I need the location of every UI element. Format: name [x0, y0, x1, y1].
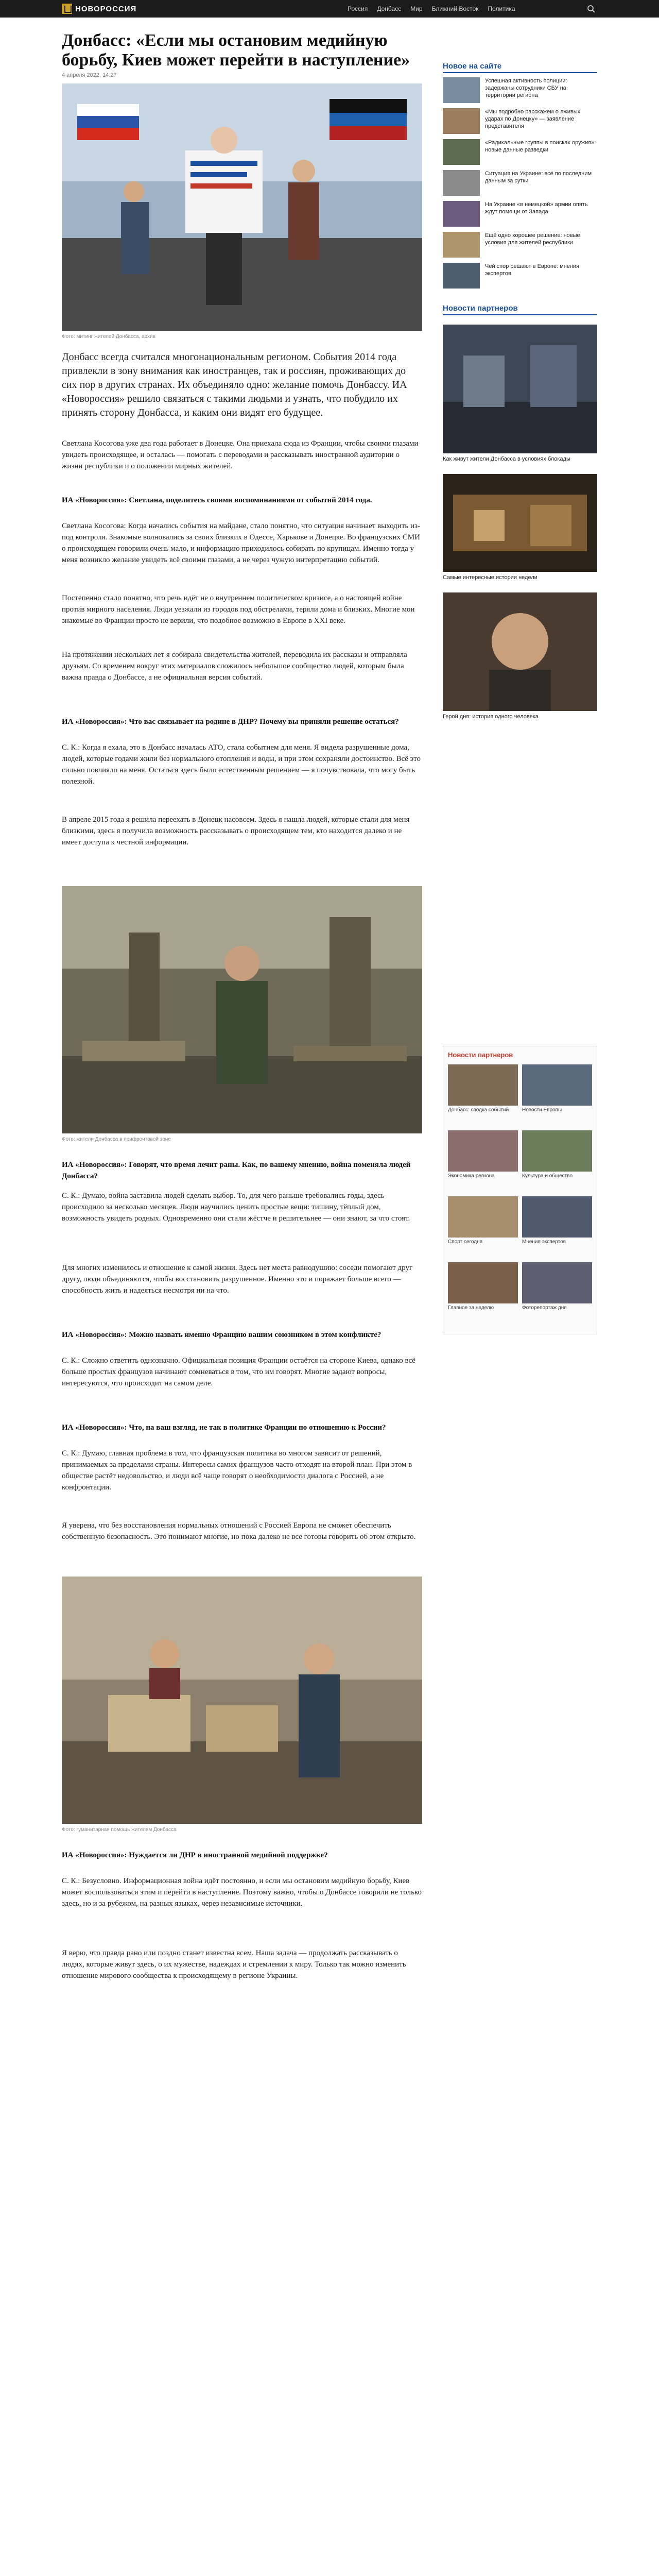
- partner-image: [448, 1130, 518, 1172]
- question-4: ИА «Новороссия»: Можно назвать именно Францию вашим союзником в этом конфликте?: [62, 1331, 381, 1339]
- article-photo-1: [62, 83, 422, 331]
- news-thumb: [443, 201, 480, 227]
- sidebar-news-item[interactable]: [443, 77, 597, 106]
- answer-2b: В апреле 2015 года я решила переехать в Донецк насовсем. Здесь я нашла людей, которые стали для меня близкими, здесь я получила возможность рассказывать о происходящем тем, кто находится далеко и не имеет доступа к честной информации.: [62, 816, 410, 846]
- sidebar-banner-2-caption[interactable]: Самые интересные истории недели: [443, 574, 537, 581]
- top-bar: [0, 0, 659, 18]
- answer-6b: Я верю, что правда рано или поздно станет известна всем. Наша задача — продолжать рассказывать о людях, которые живут здесь, о их мужестве, надеждах и стремлении к миру. Только так можно изменить отношение мирового сообщества к происходящему в регионе Украины.: [62, 1949, 406, 1980]
- news-thumb: [443, 170, 480, 196]
- partner-image: [448, 1196, 518, 1238]
- partner-card[interactable]: [522, 1262, 592, 1324]
- answer-1: Светлана Косогова: Когда начались события на майдане, стало понятно, что ситуация начинает выходить из-под контроля. Знакомые волновались за своих близких в Одессе, Харькове и Донецке. Во французских СМИ о происходящем говорили очень мало, и информацию приходилось собирать по крупицам. Именно тогда у меня возникло желание увидеть всё своими глазами, а не через чужую интерпретацию событий.: [62, 522, 420, 564]
- partner-card[interactable]: [522, 1064, 592, 1126]
- sidebar-banner-2[interactable]: [443, 474, 597, 572]
- sidebar-news-item[interactable]: [443, 139, 597, 168]
- news-thumb: [443, 263, 480, 289]
- partner-image: [522, 1262, 592, 1303]
- article-meta: 4 апреля 2022, 14:27: [62, 72, 117, 78]
- sidebar-news-item[interactable]: [443, 263, 597, 292]
- partner-card[interactable]: [522, 1196, 592, 1258]
- sidebar-news-item[interactable]: [443, 201, 597, 230]
- sidebar-partners-divider: [443, 314, 597, 315]
- sidebar-news-divider: [443, 72, 597, 73]
- news-thumb: [443, 108, 480, 134]
- sidebar-news-item[interactable]: [443, 108, 597, 137]
- news-item-text: Ситуация на Украине: всё по последним данным за сутки: [485, 171, 592, 184]
- answer-2: С. К.: Когда я ехала, это в Донбасс началась АТО, стала событием для меня. Я видела разрушенные дома, людей, которые годами жили без нормального отопления и воды, и при этом сохраняли достоинство. Всё это сильно повлияло на меня. Остаться здесь было естественным решением — я почувствовала, что могу быть полезной.: [62, 743, 421, 786]
- nav-item-world[interactable]: Мир: [410, 5, 423, 12]
- partner-box-title: Новости партнеров: [448, 1051, 513, 1059]
- news-thumb: [443, 139, 480, 165]
- banner-1-image: [443, 325, 597, 453]
- partner-card[interactable]: [448, 1064, 518, 1126]
- partner-text: Мнения экспертов: [522, 1239, 566, 1245]
- partner-card[interactable]: [448, 1262, 518, 1324]
- sidebar-news-item[interactable]: [443, 170, 597, 199]
- partner-grid: [448, 1064, 592, 1324]
- sidebar-banner-1-caption[interactable]: Как живут жители Донбасса в условиях блокады: [443, 456, 570, 462]
- answer-3b: Для многих изменилось и отношение к самой жизни. Здесь нет места равнодушию: соседи помогают друг другу, люди объединяются, чтобы восстановить разрушенное. Именно это и поражает больше всего — способность жить и надеяться несмотря ни на что.: [62, 1264, 413, 1295]
- partner-text: Фоторепортаж дня: [522, 1305, 567, 1311]
- answer-5: С. К.: Думаю, главная проблема в том, что французская политика во многом зависит от решений, принимаемых за пределами страны. Интересы самих французов часто отходят на второй план. При этом в обществе растёт недовольство, и люди всё чаще говорят о необходимости диалога с Россией, а не конфронтации.: [62, 1449, 412, 1492]
- photo-protest-image: [62, 83, 422, 331]
- partner-card[interactable]: [448, 1196, 518, 1258]
- news-item-text: Чей спор решают в Европе: мнения экспертов: [485, 263, 580, 277]
- news-thumb: [443, 77, 480, 103]
- news-item-text: На Украине «в немецкой» армии опять ждут помощи от Запада: [485, 201, 588, 215]
- sidebar-banner-1[interactable]: [443, 325, 597, 453]
- sidebar-news-title: Новое на сайте: [443, 62, 502, 71]
- question-2: ИА «Новороссия»: Что вас связывает на родине в ДНР? Почему вы приняли решение остаться?: [62, 718, 399, 726]
- answer-6: С. К.: Безусловно. Информационная война идёт постоянно, и если мы остановим медийную борьбу, Киев может воспользоваться этим и перейти в наступление. Поэтому важно, чтобы о Донбассе говорили не только здесь, но и за рубежом, на разных языках, через независимые источники.: [62, 1877, 422, 1908]
- answer-1c: На протяжении нескольких лет я собирала свидетельства жителей, переводила их рассказы и отправляла друзьям. Со временем вокруг этих материалов сложилось небольшое сообщество людей, которым была важна правда о Донбассе, а не официальная версия событий.: [62, 651, 407, 682]
- answer-4: С. К.: Сложно ответить однозначно. Официальная позиция Франции остаётся на стороне Киева, однако всё больше простых французов начинают сомневаться в том, что им говорят. Многие задают вопросы, интересуются, что происходит на самом деле.: [62, 1357, 415, 1387]
- banner-3-image: [443, 592, 597, 711]
- question-1: ИА «Новороссия»: Светлана, поделитесь своими воспоминаниями от событий 2014 года.: [62, 496, 372, 504]
- banner-2-image: [443, 474, 597, 572]
- nav-item-russia[interactable]: Россия: [348, 5, 368, 12]
- question-6: ИА «Новороссия»: Нуждается ли ДНР в иностранной медийной поддержке?: [62, 1851, 328, 1859]
- answer-5b: Я уверена, что без восстановления нормальных отношений с Россией Европа не сможет обеспечить собственную безопасность. Это понимают многие, но пока далеко не все готовы говорить об этом открыто.: [62, 1521, 416, 1541]
- question-5: ИА «Новороссия»: Что, на ваш взгляд, не так в политике Франции по отношению к России?: [62, 1423, 386, 1432]
- partner-card[interactable]: [448, 1130, 518, 1192]
- partner-image: [522, 1064, 592, 1106]
- article-title: Донбасс: «Если мы остановим медийную борьбу, Киев может перейти в наступление»: [62, 31, 410, 70]
- news-thumb: [443, 232, 480, 258]
- photo-3-caption: Фото: гуманитарная помощь жителям Донбасса: [62, 1827, 177, 1833]
- partner-image: [522, 1130, 592, 1172]
- sidebar-partners-title: Новости партнеров: [443, 304, 518, 313]
- news-item-text: Ещё одно хорошее решение: новые условия для жителей республики: [485, 232, 580, 246]
- partner-text: Донбасс: сводка событий: [448, 1107, 509, 1113]
- site-logo[interactable]: [62, 4, 136, 14]
- photo-aid-image: [62, 1577, 422, 1824]
- main-nav: [348, 5, 525, 12]
- partner-image: [448, 1064, 518, 1106]
- partner-image: [448, 1262, 518, 1303]
- news-item-text: Успешная активность полиции: задержаны сотрудники СБУ на территории региона: [485, 78, 567, 98]
- article-lead: Донбасс всегда считался многонациональным регионом. События 2014 года привлекли в зону внимания как иностранцев, так и россиян, проживающих до сих пор в других странах. Их объединяло одно: желание помочь Донбассу. ИА «Новороссия» решило связаться с такими людьми и узнать, что побудило их принять сторону Донбасса, и каким они видят его будущее.: [62, 351, 407, 418]
- news-item-text: «Радикальные группы в поисках оружия»: новые данные разведки: [485, 140, 596, 153]
- search-icon[interactable]: [587, 5, 595, 13]
- nav-item-middle-east[interactable]: Ближний Восток: [431, 5, 479, 12]
- partner-text: Культура и общество: [522, 1173, 573, 1179]
- partner-text: Новости Европы: [522, 1107, 562, 1113]
- nav-item-donbass[interactable]: Донбасс: [377, 5, 402, 12]
- partner-text: Главное за неделю: [448, 1305, 494, 1311]
- partner-image: [522, 1196, 592, 1238]
- partner-card[interactable]: [522, 1130, 592, 1192]
- nav-item-politics[interactable]: Политика: [488, 5, 515, 12]
- partner-text: Экономика региона: [448, 1173, 495, 1179]
- article-photo-2: [62, 886, 422, 1133]
- logo-mark: [62, 4, 72, 14]
- sidebar-banner-3-caption[interactable]: Герой дня: история одного человека: [443, 714, 539, 720]
- article-photo-3: [62, 1577, 422, 1824]
- answer-3: С. К.: Думаю, война заставила людей сделать выбор. То, для чего раньше требовались годы, здесь происходило за несколько месяцев. Люди научились ценить простые вещи: тишину, тёплый дом, возможность увидеть родных. Одновременно они стали жёстче и решительнее — они знают, за что стоят.: [62, 1192, 410, 1223]
- partner-text: Спорт сегодня: [448, 1239, 483, 1245]
- article-intro: Светлана Косогова уже два года работает в Донецке. Она приехала сюда из Франции, чтобы своими глазами увидеть происходящее, и осталась — помогать с переводами и рассказывать иностранной аудитории о жизни республики и о положении мирных жителей.: [62, 439, 419, 470]
- photo-2-caption: Фото: жители Донбасса в прифронтовой зоне: [62, 1137, 171, 1142]
- logo-text: НОВОРОССИЯ: [75, 4, 137, 13]
- photo-1-caption: Фото: митинг жителей Донбасса, архив: [62, 334, 155, 340]
- sidebar-banner-3[interactable]: [443, 592, 597, 711]
- answer-1b: Постепенно стало понятно, что речь идёт не о внутреннем политическом кризисе, а о настоящей войне против мирного населения. Люди уезжали из городов под обстрелами, теряли дома и близких. Многие мои знакомые во Франции просто не верили, что подобное возможно в Европе в XXI веке.: [62, 594, 415, 625]
- question-3: ИА «Новороссия»: Говорят, что время лечит раны. Как, по вашему мнению, война поменяла людей Донбасса?: [62, 1161, 411, 1180]
- photo-frontline-image: [62, 886, 422, 1133]
- sidebar-news-item[interactable]: [443, 232, 597, 261]
- news-item-text: «Мы подробно расскажем о лживых ударах по Донецку» — заявление представителя: [485, 109, 581, 129]
